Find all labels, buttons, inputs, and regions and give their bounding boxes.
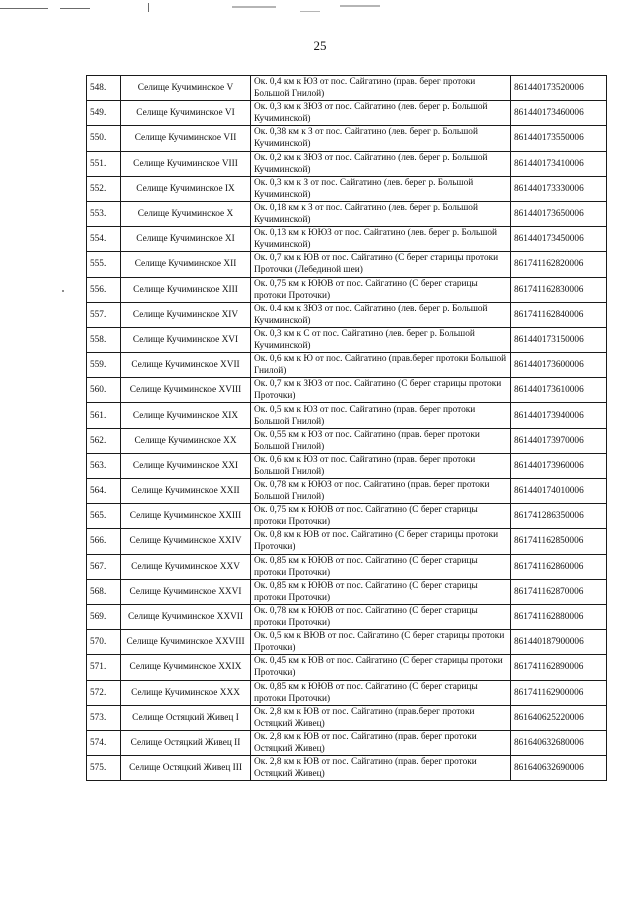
site-code: 861741286350006 [511, 504, 607, 529]
site-name: Селище Кучиминское XIV [121, 302, 251, 327]
table-row [87, 176, 607, 201]
table-row [87, 227, 607, 252]
site-code: 861440173940006 [511, 403, 607, 428]
site-location: Ок. 2,8 км к ЮВ от пос. Сайгатино (прав. берег протоки Остяцкий Живец) [251, 756, 511, 781]
site-code: 861741162870006 [511, 579, 607, 604]
site-code: 861741162880006 [511, 604, 607, 629]
table-row [87, 151, 607, 176]
site-code: 861440173450006 [511, 227, 607, 252]
table-row [87, 327, 607, 352]
table-row [87, 453, 607, 478]
site-location: Ок. 0,78 км к ЮЮВ от пос. Сайгатино (С берег старицы протоки Проточки) [251, 604, 511, 629]
site-location: Ок. 0,38 км к З от пос. Сайгатино (лев. берег р. Большой Кучиминской) [251, 126, 511, 151]
site-name: Селище Остяцкий Живец II [121, 730, 251, 755]
site-location: Ок. 0,55 км к ЮЗ от пос. Сайгатино (прав. берег протоки Большой Гнилой) [251, 428, 511, 453]
table-row [87, 126, 607, 151]
table-row [87, 630, 607, 655]
scan-artifact [340, 5, 380, 7]
table-row [87, 101, 607, 126]
site-location: Ок. 0,5 км к ВЮВ от пос. Сайгатино (С берег старицы протоки Проточки) [251, 630, 511, 655]
row-number: 573. [87, 705, 121, 730]
site-location: Ок. 0,75 км к ЮЮВ от пос. Сайгатино (С берег старицы протоки Проточки) [251, 504, 511, 529]
row-number: 554. [87, 227, 121, 252]
site-code: 861440173960006 [511, 453, 607, 478]
row-number: 549. [87, 101, 121, 126]
row-number: 552. [87, 176, 121, 201]
site-name: Селище Кучиминское XIII [121, 277, 251, 302]
site-name: Селище Кучиминское XXI [121, 453, 251, 478]
table-row [87, 252, 607, 277]
site-name: Селище Кучиминское XVII [121, 353, 251, 378]
table-row [87, 604, 607, 629]
site-code: 861440187900006 [511, 630, 607, 655]
scan-artifact [148, 3, 149, 12]
site-name: Селище Кучиминское XXX [121, 680, 251, 705]
site-code: 861741162840006 [511, 302, 607, 327]
site-name: Селище Кучиминское XXVII [121, 604, 251, 629]
table-row [87, 201, 607, 226]
site-name: Селище Кучиминское VIII [121, 151, 251, 176]
table-row [87, 353, 607, 378]
scan-artifact [60, 8, 90, 9]
site-code: 861741162830006 [511, 277, 607, 302]
row-number: 562. [87, 428, 121, 453]
row-number: 551. [87, 151, 121, 176]
site-name: Селище Кучиминское V [121, 76, 251, 101]
site-location: Ок. 0,85 км к ЮЮВ от пос. Сайгатино (С берег старицы протоки Проточки) [251, 554, 511, 579]
site-name: Селище Кучиминское XX [121, 428, 251, 453]
site-code: 861440173550006 [511, 126, 607, 151]
site-location: Ок. 0.4 км к ЗЮЗ от пос. Сайгатино (лев. берег р. Большой Кучиминской) [251, 302, 511, 327]
row-number: 559. [87, 353, 121, 378]
site-code: 861440173970006 [511, 428, 607, 453]
scan-artifact [0, 8, 48, 9]
table-row [87, 302, 607, 327]
row-number: 564. [87, 479, 121, 504]
row-number: 561. [87, 403, 121, 428]
site-code: 861440173600006 [511, 353, 607, 378]
row-number: 558. [87, 327, 121, 352]
site-location: Ок. 0,3 км к ЗЮЗ от пос. Сайгатино (лев. берег р. Большой Кучиминской) [251, 101, 511, 126]
table-row [87, 705, 607, 730]
site-code: 861741162890006 [511, 655, 607, 680]
site-location: Ок. 2,8 км к ЮВ от пос. Сайгатино (прав.берег протоки Остяцкий Живец) [251, 705, 511, 730]
row-number: 566. [87, 529, 121, 554]
row-number: 575. [87, 756, 121, 781]
sites-table [86, 75, 607, 781]
table-row [87, 579, 607, 604]
table-body [87, 76, 607, 781]
site-location: Ок. 0,13 км к ЮЮЗ от пос. Сайгатино (лев. берег р. Большой Кучиминской) [251, 227, 511, 252]
table-row [87, 277, 607, 302]
site-name: Селище Кучиминское XXIX [121, 655, 251, 680]
site-name: Селище Кучиминское XIX [121, 403, 251, 428]
site-code: 861440173460006 [511, 101, 607, 126]
site-name: Селище Кучиминское X [121, 201, 251, 226]
site-name: Селище Кучиминское XII [121, 252, 251, 277]
table-row [87, 76, 607, 101]
site-location: Ок. 0,6 км к Ю от пос. Сайгатино (прав.берег протоки Большой Гнилой) [251, 353, 511, 378]
site-code: 861741162850006 [511, 529, 607, 554]
row-number: 563. [87, 453, 121, 478]
site-code: 861440173650006 [511, 201, 607, 226]
site-name: Селище Кучиминское XVI [121, 327, 251, 352]
site-location: Ок. 0,8 км к ЮВ от пос. Сайгатино (С берег старицы протоки Проточки) [251, 529, 511, 554]
site-code: 861440174010006 [511, 479, 607, 504]
row-number: 567. [87, 554, 121, 579]
site-code: 861741162860006 [511, 554, 607, 579]
row-number: 572. [87, 680, 121, 705]
site-location: Ок. 0,45 км к ЮВ от пос. Сайгатино (С берег старицы протоки Проточки) [251, 655, 511, 680]
site-location: Ок. 0,6 км к ЮЗ от пос. Сайгатино (прав. берег протоки Большой Гнилой) [251, 453, 511, 478]
row-number: 574. [87, 730, 121, 755]
site-code: 861640625220006 [511, 705, 607, 730]
site-code: 861440173410006 [511, 151, 607, 176]
site-code: 861741162820006 [511, 252, 607, 277]
site-name: Селище Кучиминское XXIII [121, 504, 251, 529]
table-row [87, 554, 607, 579]
table-row [87, 756, 607, 781]
site-code: 861440173610006 [511, 378, 607, 403]
site-code: 861640632680006 [511, 730, 607, 755]
row-number: 555. [87, 252, 121, 277]
site-name: Селище Кучиминское XI [121, 227, 251, 252]
site-name: Селище Кучиминское XXIV [121, 529, 251, 554]
site-location: Ок. 0,7 км к ЮВ от пос. Сайгатино (С берег старицы протоки Проточки (Лебединой шеи) [251, 252, 511, 277]
site-location: Ок. 0,5 км к ЮЗ от пос. Сайгатино (прав. берег протоки Большой Гнилой) [251, 403, 511, 428]
site-code: 861440173330006 [511, 176, 607, 201]
row-number: 569. [87, 604, 121, 629]
site-location: Ок. 0,7 км к ЗЮЗ от пос. Сайгатино (С берег старицы протоки Проточки) [251, 378, 511, 403]
row-number: 548. [87, 76, 121, 101]
row-number: 560. [87, 378, 121, 403]
table-row [87, 529, 607, 554]
site-location: Ок. 0,78 км к ЮЮЗ от пос. Сайгатино (прав. берег протоки Большой Гнилой) [251, 479, 511, 504]
table-row [87, 378, 607, 403]
row-number: 570. [87, 630, 121, 655]
site-name: Селище Остяцкий Живец I [121, 705, 251, 730]
table-row [87, 680, 607, 705]
table-row [87, 655, 607, 680]
site-location: Ок. 0,85 км к ЮЮВ от пос. Сайгатино (С берег старицы протоки Проточки) [251, 579, 511, 604]
row-number: 557. [87, 302, 121, 327]
row-number: 565. [87, 504, 121, 529]
site-location: Ок. 0,3 км к З от пос. Сайгатино (лев. берег р. Большой Кучиминской) [251, 176, 511, 201]
table-row [87, 428, 607, 453]
site-location: Ок. 0,3 км к С от пос. Сайгатино (лев. берег р. Большой Кучиминской) [251, 327, 511, 352]
site-location: Ок. 0,18 км к З от пос. Сайгатино (лев. берег р. Большой Кучиминской) [251, 201, 511, 226]
row-number: 571. [87, 655, 121, 680]
site-name: Селище Кучиминское VI [121, 101, 251, 126]
row-number: 568. [87, 579, 121, 604]
page-number: 25 [313, 38, 327, 53]
site-name: Селище Кучиминское XXII [121, 479, 251, 504]
table-row [87, 504, 607, 529]
site-name: Селище Кучиминское XXV [121, 554, 251, 579]
site-location: Ок. 0,75 км к ЮЮВ от пос. Сайгатино (С берег старицы протоки Проточки) [251, 277, 511, 302]
site-name: Селище Кучиминское XVIII [121, 378, 251, 403]
site-name: Селище Кучиминское VII [121, 126, 251, 151]
table-row [87, 403, 607, 428]
scan-artifact [62, 290, 64, 292]
site-code: 861640632690006 [511, 756, 607, 781]
table-row [87, 730, 607, 755]
site-code: 861440173150006 [511, 327, 607, 352]
site-location: Ок. 2,8 км к ЮВ от пос. Сайгатино (прав. берег протоки Остяцкий Живец) [251, 730, 511, 755]
site-code: 861440173520006 [511, 76, 607, 101]
site-name: Селище Кучиминское IX [121, 176, 251, 201]
row-number: 550. [87, 126, 121, 151]
site-name: Селище Остяцкий Живец III [121, 756, 251, 781]
site-location: Ок. 0,4 км к ЮЗ от пос. Сайгатино (прав. берег протоки Большой Гнилой) [251, 76, 511, 101]
site-location: Ок. 0,2 км к ЗЮЗ от пос. Сайгатино (лев. берег р. Большой Кучиминской) [251, 151, 511, 176]
site-name: Селище Кучиминское XXVI [121, 579, 251, 604]
site-code: 861741162900006 [511, 680, 607, 705]
site-name: Селище Кучиминское XXVIII [121, 630, 251, 655]
table-row [87, 479, 607, 504]
scan-artifact [232, 6, 276, 8]
scan-artifact [300, 11, 320, 12]
row-number: 556. [87, 277, 121, 302]
site-location: Ок. 0,85 км к ЮЮВ от пос. Сайгатино (С берег старицы протоки Проточки) [251, 680, 511, 705]
row-number: 553. [87, 201, 121, 226]
